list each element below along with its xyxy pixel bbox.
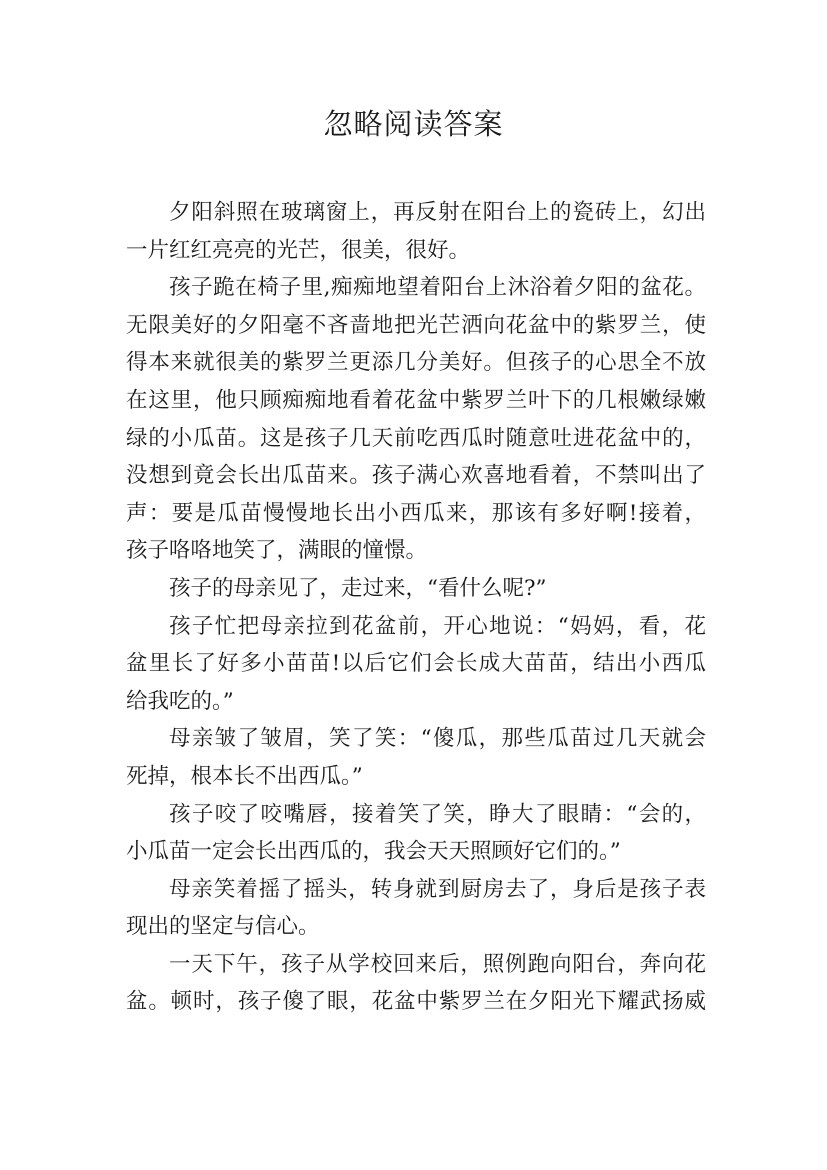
text-line: 孩子的母亲见了，走过来，“看什么呢?” (169, 575, 547, 601)
text-line: 一天下午，孩子从学校回来后，照例跑向阳台，奔向花 (169, 951, 706, 977)
text-line: 在这里，他只顾痴痴地看着花盆中紫罗兰叶下的几根嫩绿嫩 (126, 387, 706, 413)
text-line: 现出的坚定与信心。 (126, 914, 320, 940)
text-line: 一片红红亮亮的光芒，很美，很好。 (126, 237, 471, 263)
text-line: 得本来就很美的紫罗兰更添几分美好。但孩子的心思全不放 (126, 350, 706, 376)
text-line: 死掉，根本长不出西瓜。” (126, 763, 363, 789)
text-line: 孩子咯咯地笑了，满眼的憧憬。 (126, 538, 428, 564)
text-line: 绿的小瓜苗。这是孩子几天前吃西瓜时随意吐进花盆中的， (126, 425, 706, 451)
text-line: 盆。顿时，孩子傻了眼，花盆中紫罗兰在夕阳光下耀武扬威 (126, 989, 706, 1015)
text-line: 孩子咬了咬嘴唇，接着笑了笑，睁大了眼睛：“会的， (169, 801, 706, 827)
document-title: 忽略阅读答案 (323, 107, 504, 141)
text-line: 孩子跪在椅子里,痴痴地望着阳台上沐浴着夕阳的盆花。 (169, 275, 706, 301)
text-line: 没想到竟会长出瓜苗来。孩子满心欢喜地看着，不禁叫出了 (126, 463, 706, 489)
text-line: 夕阳斜照在玻璃窗上，再反射在阳台上的瓷砖上，幻出 (169, 200, 706, 225)
text-line: 母亲皱了皱眉，笑了笑：“傻瓜，那些瓜苗过几天就会 (169, 726, 706, 752)
text-line: 声：要是瓜苗慢慢地长出小西瓜来，那该有多好啊!接着， (126, 500, 706, 526)
text-line: 无限美好的夕阳毫不吝啬地把光芒洒向花盆中的紫罗兰，使 (126, 312, 706, 338)
text-line: 盆里长了好多小苗苗!以后它们会长成大苗苗，结出小西瓜 (126, 651, 706, 677)
text-line: 孩子忙把母亲拉到花盆前，开心地说：“妈妈，看，花 (169, 613, 706, 639)
document-body (126, 194, 706, 1021)
text-line: 给我吃的。” (126, 688, 234, 714)
text-line: 小瓜苗一定会长出西瓜的，我会天天照顾好它们的。” (126, 839, 621, 865)
text-line: 母亲笑着摇了摇头，转身就到厨房去了，身后是孩子表 (169, 876, 706, 902)
